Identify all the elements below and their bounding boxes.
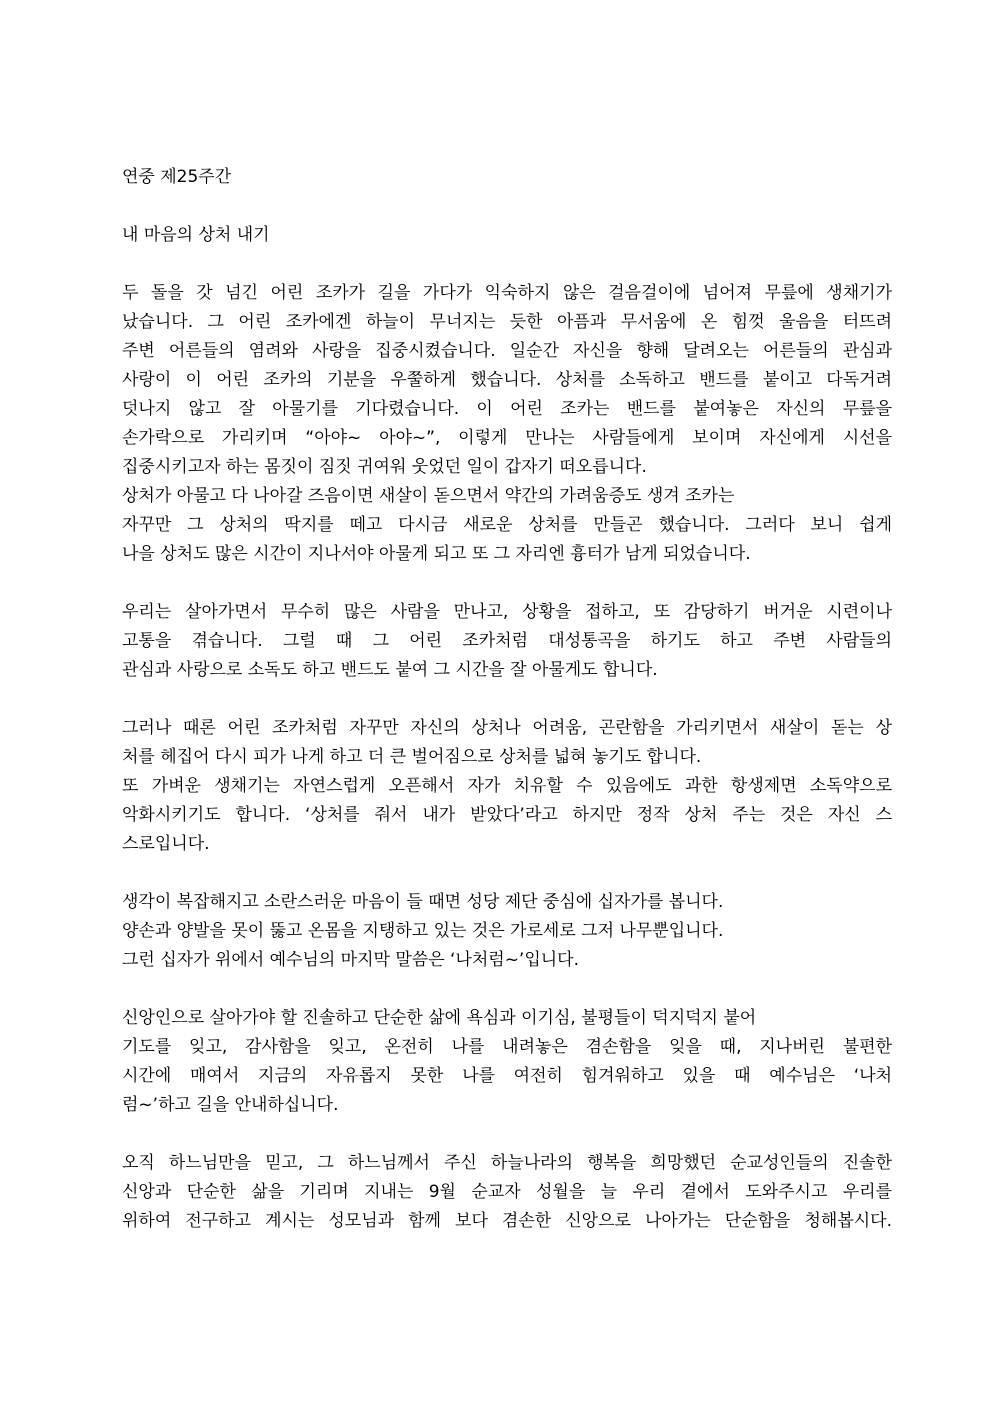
paragraph-line: 오직 하느님만을 믿고, 그 하느님께서 주신 하늘나라의 행복을 희망했던 순교성인들의 진솔한 — [122, 1153, 892, 1173]
paragraph-line: 주변 어른들의 염려와 사랑을 집중시켰습니다. 일순간 자신을 향해 달려오는 어른들의 관심과 — [122, 341, 892, 361]
paragraph — [122, 888, 892, 975]
paragraph-spacer — [122, 975, 892, 1004]
paragraph-line: 우리는 살아가면서 무수히 많은 사람을 만나고, 상황을 접하고, 또 감당하기 버거운 시련이나 — [122, 602, 892, 622]
paragraph-line: 시간에 매여서 지금의 자유롭지 못한 나를 여전히 힘겨워하고 있을 때 예수님은 ‘나처 — [122, 1066, 892, 1086]
spacer — [122, 192, 892, 221]
paragraph-spacer — [122, 1120, 892, 1149]
paragraph-line: 신앙인으로 살아가야 할 진솔하고 단순한 삶에 욕심과 이기심, 불평들이 덕지덕지 붙어 — [122, 1008, 757, 1028]
paragraph-line: 신앙과 단순한 삶을 기리며 지내는 9월 순교자 성월을 늘 우리 곁에서 도와주시고 우리를 — [122, 1182, 892, 1202]
paragraph-line: 위하여 전구하고 계시는 성모님과 함께 보다 겸손한 신앙으로 나아가는 단순함을 청해봅시다. — [122, 1211, 892, 1231]
paragraph-line: 양손과 양발을 못이 뚫고 온몸을 지탱하고 있는 것은 가로세로 그저 나무뿐입니다. — [122, 921, 724, 941]
paragraph — [122, 598, 892, 685]
paragraph — [122, 1149, 892, 1236]
paragraph-line: 자꾸만 그 상처의 딱지를 떼고 다시금 새로운 상처를 만들곤 했습니다. 그러다 보니 쉽게 — [122, 515, 892, 535]
paragraph — [122, 714, 892, 859]
paragraph-spacer — [122, 569, 892, 598]
paragraph-line: 관심과 사랑으로 소독도 하고 밴드도 붙여 그 시간을 잘 아물게도 합니다. — [122, 660, 658, 680]
paragraph-line: 럼~’하고 길을 안내하십니다. — [122, 1095, 339, 1115]
paragraph-line: 생각이 복잡해지고 소란스러운 마음이 들 때면 성당 제단 중심에 십자가를 봅니다. — [122, 892, 724, 912]
paragraph-line: 고통을 겪습니다. 그럴 때 그 어린 조카처럼 대성통곡을 하기도 하고 주변 사람들의 — [122, 631, 892, 651]
paragraph-line: 손가락으로 가리키며 “아야~ 아야~”, 이렇게 만나는 사람들에게 보이며 자신에게 시선을 — [122, 428, 892, 448]
paragraph-line: 스로입니다. — [122, 834, 210, 854]
paragraph-line: 덧나지 않고 잘 아물기를 기다렸습니다. 이 어린 조카는 밴드를 붙여놓은 자신의 무릎을 — [122, 399, 892, 419]
spacer — [122, 250, 892, 279]
paragraph-spacer — [122, 685, 892, 714]
paragraph-line: 또 가벼운 생채기는 자연스럽게 오픈해서 자가 치유할 수 있음에도 과한 항생제면 소독약으로 — [122, 776, 892, 796]
paragraph-line: 그러나 때론 어린 조카처럼 자꾸만 자신의 상처나 어려움, 곤란함을 가리키면서 새살이 돋는 상 — [122, 718, 892, 738]
paragraph-line: 기도를 잊고, 감사함을 잊고, 온전히 나를 내려놓은 겸손함을 잊을 때, 지나버린 불편한 — [122, 1037, 892, 1057]
document-title: 내 마음의 상처 내기 — [122, 225, 270, 245]
paragraph-line: 상처가 아물고 다 나아갈 즈음이면 새살이 돋으면서 약간의 가려움증도 생겨 조카는 — [122, 486, 735, 506]
paragraph-line: 그런 십자가 위에서 예수님의 마지막 말씀은 ‘나처럼~’입니다. — [122, 950, 580, 970]
paragraph-line: 사랑이 이 어린 조카의 기분을 우쭐하게 했습니다. 상처를 소독하고 밴드를 붙이고 다독거려 — [122, 370, 892, 390]
paragraph-line: 악화시키기도 합니다. ‘상처를 줘서 내가 받았다’라고 하지만 정작 상처 주는 것은 자신 스 — [122, 805, 892, 825]
paragraph — [122, 1004, 892, 1120]
document-body — [122, 163, 892, 1236]
paragraph — [122, 279, 892, 569]
paragraph-spacer — [122, 859, 892, 888]
paragraph-line: 나을 상처도 많은 시간이 지나서야 아물게 되고 또 그 자리엔 흉터가 남게 되었습니다. — [122, 544, 751, 564]
paragraph-list — [122, 279, 892, 1236]
paragraph-line: 두 돌을 갓 넘긴 어린 조카가 길을 가다가 익숙하지 않은 걸음걸이에 넘어져 무릎에 생채기가 — [122, 283, 892, 303]
paragraph-line: 집중시키고자 하는 몸짓이 짐짓 귀여워 웃었던 일이 갑자기 떠오릅니다. — [122, 457, 647, 477]
paragraph-line: 났습니다. 그 어린 조카에겐 하늘이 무너지는 듯한 아픔과 무서움에 온 힘껏 울음을 터뜨려 — [122, 312, 892, 332]
document-subtitle: 연중 제25주간 — [122, 167, 232, 187]
paragraph-line: 처를 헤집어 다시 피가 나게 하고 더 큰 벌어짐으로 상처를 넓혀 놓기도 합니다. — [122, 747, 702, 767]
